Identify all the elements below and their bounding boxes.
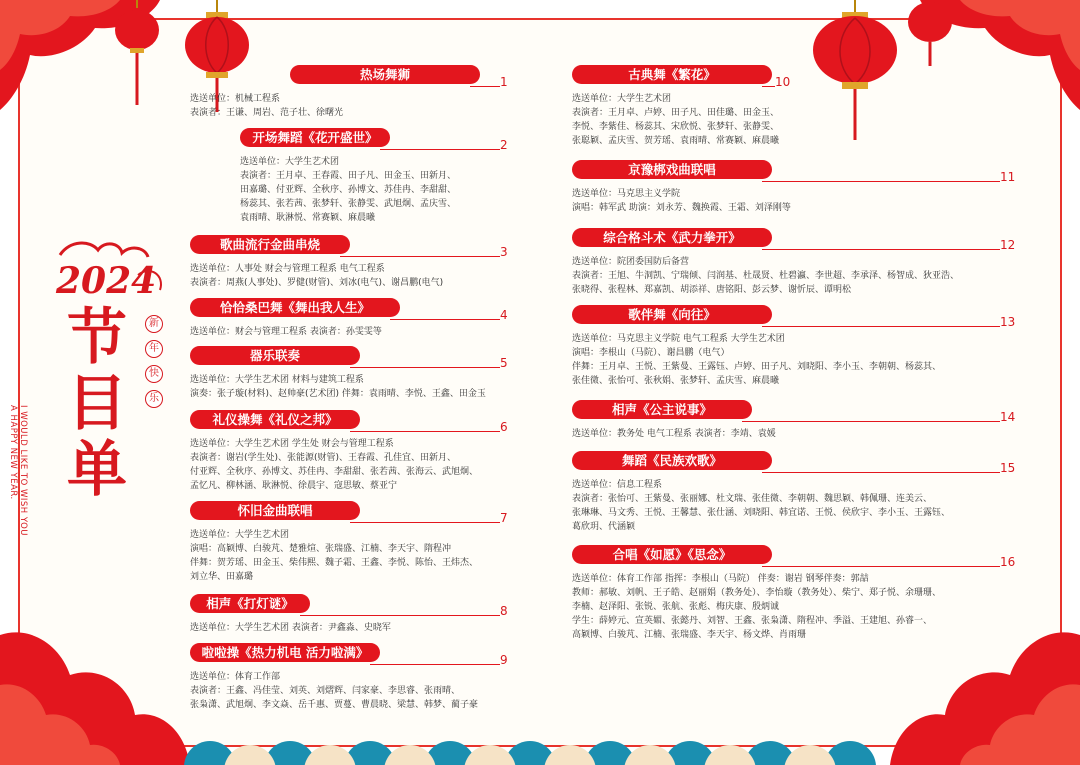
bottom-right-cloud-decoration [880, 615, 1080, 765]
side-title-block [8, 235, 170, 537]
program-detail-line: 表演者：王鑫、冯佳莹、刘英、刘熠辉、闫家豪、李思睿、张雨晴、 [190, 686, 461, 696]
program-underline [762, 566, 1000, 567]
program-number: 9 [500, 653, 508, 667]
program-title-bar [572, 400, 752, 419]
lantern-icon [905, 0, 955, 70]
program-number: 5 [500, 356, 508, 370]
program-title-bar [190, 643, 380, 662]
program-detail-line: 张晓得、张程林、郑嘉凯、胡添祥、唐铭阳、彭云梦、谢忻辰、谭明松 [572, 285, 852, 295]
program-detail-line: 选送单位：大学生艺术团 材料与建筑工程系 [190, 375, 364, 385]
year-mark: 2024 [56, 260, 157, 302]
program-underline [350, 431, 500, 432]
program-underline [370, 664, 500, 665]
program-title-bar [190, 346, 360, 365]
program-detail-line: 选送单位：马克思主义学院 电气工程系 大学生艺术团 [572, 334, 785, 344]
program-title-bar [290, 65, 480, 84]
program-underline [340, 256, 500, 257]
program-detail-line: 杨蕊其、张若茜、张梦轩、张静雯、武旭炯、孟庆雪、 [240, 199, 457, 209]
program-title-bar [190, 501, 360, 520]
program-title: 礼仪操舞《礼仪之邦》 [212, 412, 338, 427]
program-title: 开场舞蹈《花开盛世》 [252, 130, 378, 145]
program-detail-line: 选送单位：大学生艺术团 [240, 157, 340, 167]
program-number: 16 [1000, 555, 1016, 569]
program-title-bar [190, 298, 400, 317]
program-detail-line: 学生：薛婷元、宣英媚、张懿丹、刘智、王鑫、张枭潇、隋程冲、季溢、王建旭、孙睿一、 [572, 616, 933, 626]
program-detail-line: 伴舞：贺芳瑶、田金玉、柴伟熙、魏子霜、王鑫、李悦、陈怡、王炜杰、 [190, 558, 479, 568]
program-detail-line: 演唱：李根山（马院）、谢昌鹏（电气） [572, 348, 730, 358]
program-underline [350, 367, 500, 368]
program-title: 合唱《如愿》《思念》 [612, 547, 732, 562]
program-underline [380, 149, 500, 150]
program-number: 13 [1000, 315, 1016, 329]
program-underline [350, 522, 500, 523]
program-underline [470, 86, 500, 87]
program-detail-line: 选送单位：体育工作部 指挥：李根山（马院） 伴奏：谢岩 钢琴伴奏：郭喆 [572, 574, 869, 584]
program-detail-line: 选送单位：机械工程系 [190, 94, 281, 104]
program-detail-line: 张聪颖、孟庆雪、贺芳瑶、袁雨晴、常赛颖、麻晨曦 [572, 136, 780, 146]
circle-char: 乐 [145, 390, 163, 408]
program-list-title: 节目单 [67, 303, 127, 505]
circle-char: 年 [145, 340, 163, 358]
program-number: 2 [500, 138, 508, 152]
lantern-icon [810, 0, 900, 145]
program-title-bar [572, 545, 772, 564]
program-underline [762, 181, 1000, 182]
program-number: 1 [500, 75, 508, 89]
program-detail-line: 张枭潇、武旭炯、李文焱、岳千惠、贾蔓、曹晨晓、梁慧、韩梦、蔺子豪 [190, 700, 479, 710]
program-title: 歌伴舞《向往》 [628, 307, 716, 322]
english-line: A HAPPY NEW YEAR. [8, 405, 18, 500]
program-detail-line: 表演者：王谦、周岩、范子壮、徐曙光 [190, 108, 344, 118]
program-number: 14 [1000, 410, 1016, 424]
program-detail-line: 李楠、赵泽阳、张锐、张航、张彪、梅庆康、殷炳诚 [572, 602, 780, 612]
program-detail-line: 表演者：谢岩(学生处)、张能源(财管)、王春霞、孔佳宜、田新月、 [190, 453, 457, 463]
program-number: 12 [1000, 238, 1016, 252]
program-title-bar [190, 410, 360, 429]
program-detail-line: 选送单位：信息工程系 [572, 480, 663, 490]
program-underline [762, 326, 1000, 327]
program-title: 怀旧金曲联唱 [237, 503, 313, 518]
program-detail-line: 高颖博、白骏芃、江楠、张瑞盛、李天宇、杨文烨、肖雨珊 [572, 630, 807, 640]
program-title: 古典舞《繁花》 [628, 67, 716, 82]
program-number: 11 [1000, 170, 1016, 184]
program-detail-line: 表演者：周燕(人事处)、罗健(财管)、刘冰(电气)、谢昌鹏(电气) [190, 278, 444, 288]
program-detail-line: 田嘉璐、付亚辉、全秋序、孙博文、苏佳冉、李甜甜、 [240, 185, 457, 195]
program-detail-line: 选送单位：大学生艺术团 [190, 530, 290, 540]
program-detail-line: 选送单位：体育工作部 [190, 672, 281, 682]
program-detail-line: 选送单位：大学生艺术团 学生处 财会与管理工程系 [190, 439, 394, 449]
program-number: 4 [500, 308, 508, 322]
program-detail-line: 张琳琳、马文秀、王悦、王馨慧、张仕涵、刘晓阳、韩宜诺、王悦、侯欣宇、李小玉、王露钰、 [572, 508, 951, 518]
program-underline [742, 421, 1000, 422]
program-number: 10 [775, 75, 791, 89]
lantern-icon [112, 0, 162, 110]
program-underline [762, 472, 1000, 473]
program-title: 舞蹈《民族欢歌》 [621, 453, 722, 468]
program-title: 器乐联奏 [249, 348, 300, 363]
english-greeting [8, 405, 28, 536]
program-title-bar [572, 65, 772, 84]
program-detail-line: 选送单位：大学生艺术团 [572, 94, 672, 104]
program-detail-line: 选送单位：马克思主义学院 [572, 189, 681, 199]
program-detail-line: 张佳微、张怡可、张秋娟、张梦轩、孟庆雪、麻晨曦 [572, 376, 780, 386]
program-number: 6 [500, 420, 508, 434]
new-year-circles [145, 315, 163, 415]
program-number: 15 [1000, 461, 1016, 475]
program-detail-line: 袁雨晴、耿淋悦、常赛颖、麻晨曦 [240, 213, 376, 223]
english-line: I WOULD LIKE TO WISH YOU [18, 405, 28, 537]
program-underline [762, 249, 1000, 250]
program-title-bar [240, 128, 390, 147]
program-number: 3 [500, 245, 508, 259]
program-detail-line: 演唱：韩军武 助演：刘永芳、魏换霞、王霜、刘泽刚等 [572, 203, 791, 213]
program-title: 京豫梆戏曲联唱 [628, 162, 716, 177]
program-detail-line: 教师：郝敏、刘帆、王子皓、赵丽娟（教务处）、李怡璇（教务处）、柴宁、郑子悦、余珊珊、 [572, 588, 942, 598]
program-detail-line: 孟忆凡、柳林涵、耿淋悦、徐晨宇、寇思敏、蔡亚宁 [190, 481, 398, 491]
program-detail-line: 表演者：王旭、牛洞凯、宁瑞倾、闫润基、杜晟贤、杜碧瀛、李世超、李承泽、杨智成、狄亚浩、 [572, 271, 960, 281]
program-number: 7 [500, 511, 508, 525]
program-detail-line: 演唱：高颖博、白骏芃、楚雅煊、张瑞盛、江楠、李天宇、隋程冲 [190, 544, 452, 554]
program-underline [762, 86, 775, 87]
program-detail-line: 葛欣玥、代涵颖 [572, 522, 636, 532]
program-underline [300, 615, 500, 616]
program-detail-line: 刘立华、田嘉璐 [190, 572, 254, 582]
program-title-bar [572, 305, 772, 324]
program-detail-line: 选送单位：大学生艺术团 表演者：尹鑫淼、史晓军 [190, 623, 391, 633]
program-title: 综合格斗术《武力拳开》 [603, 230, 741, 245]
program-detail-line: 选送单位：财会与管理工程系 表演者：孙雯雯等 [190, 327, 382, 337]
program-detail-line: 表演者：张怡可、王紫曼、张丽娜、杜文瑞、张佳微、李朝朝、魏思颖、韩佩珊、连美云、 [572, 494, 933, 504]
program-detail-line: 选送单位：人事处 财会与管理工程系 电气工程系 [190, 264, 385, 274]
program-underline [390, 319, 500, 320]
program-title-bar [572, 160, 772, 179]
program-number: 8 [500, 604, 508, 618]
program-title: 啦啦操《热力机电 活力啦满》 [201, 645, 369, 660]
bottom-wave-decoration [170, 727, 910, 765]
program-title-bar [572, 228, 772, 247]
program-title-bar [190, 235, 350, 254]
program-title: 热场舞狮 [359, 67, 410, 82]
dragon-2024-logo [50, 235, 170, 305]
program-title: 歌曲流行金曲串烧 [219, 237, 320, 252]
circle-char: 快 [145, 365, 163, 383]
program-detail-line: 表演者：王月卓、卢婷、田子凡、田佳璐、田金玉、 [572, 108, 780, 118]
program-title-bar [190, 594, 310, 613]
circle-char: 新 [145, 315, 163, 333]
program-detail-line: 表演者：王月卓、王春霞、田子凡、田金玉、田新月、 [240, 171, 457, 181]
program-detail-line: 付亚辉、全秋序、孙博文、苏佳冉、李甜甜、张若茜、张海云、武旭炯、 [190, 467, 479, 477]
program-title: 相声《公主说事》 [611, 402, 712, 417]
program-detail-line: 李悦、李紫佳、杨蕊其、宋欣悦、张梦轩、张静雯、 [572, 122, 780, 132]
program-detail-line: 伴舞：王月卓、王悦、王紫曼、王露钰、卢婷、田子凡、刘晓阳、李小玉、李朝朝、杨蕊其、 [572, 362, 942, 372]
program-detail-line: 选送单位：教务处 电气工程系 表演者：李靖、袁媛 [572, 429, 776, 439]
program-title: 恰恰桑巴舞《舞出我人生》 [219, 300, 370, 315]
program-title: 相声《打灯谜》 [206, 596, 294, 611]
program-title-bar [572, 451, 772, 470]
program-detail-line: 选送单位：院团委国防后备营 [572, 257, 690, 267]
program-detail-line: 演奏：张子璇(材料)、赵帅豪(艺术团) 伴舞：袁雨晴、李悦、王鑫、田金玉 [190, 389, 486, 399]
